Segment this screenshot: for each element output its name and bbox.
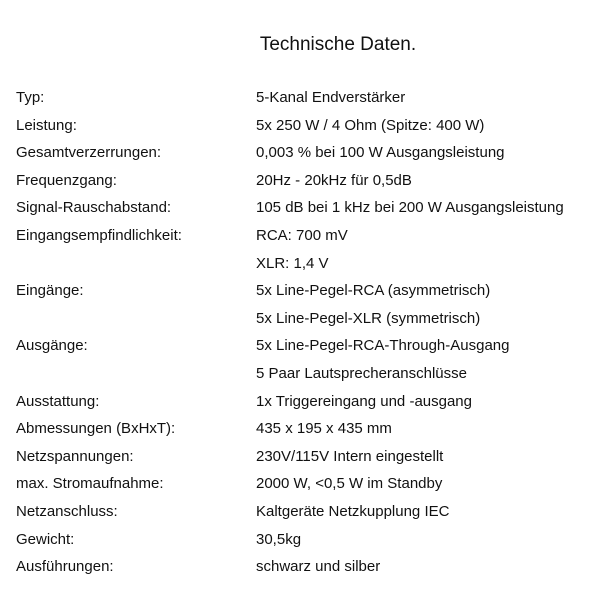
spec-label: Ausgänge:	[16, 337, 88, 355]
spec-row-abmessungen	[16, 415, 601, 443]
spec-row-ausstattung	[16, 388, 601, 416]
spec-value: 5x Line-Pegel-RCA (asymmetrisch)	[256, 282, 491, 300]
spec-value: 5x 250 W / 4 Ohm (Spitze: 400 W)	[256, 116, 485, 134]
spec-row-gesamtverzerrungen	[16, 139, 601, 167]
spec-value: 30,5kg	[256, 530, 302, 548]
spec-row-netzspannungen	[16, 443, 601, 471]
spec-row-eingangsempfindlichkeit	[16, 222, 601, 250]
spec-label: Ausführungen:	[16, 558, 114, 576]
spec-value: 20Hz - 20kHz für 0,5dB	[256, 171, 412, 189]
spec-row-eingaenge	[16, 277, 601, 305]
spec-value: Kaltgeräte Netzkupplung IEC	[256, 502, 450, 520]
spec-row-stromaufnahme	[16, 470, 601, 498]
spec-value: XLR: 1,4 V	[256, 254, 329, 272]
page-title: Technische Daten.	[259, 34, 417, 55]
spec-label: Signal-Rauschabstand:	[16, 199, 172, 217]
spec-table	[16, 84, 601, 581]
spec-row-frequenzgang	[16, 167, 601, 195]
spec-value: RCA: 700 mV	[256, 226, 348, 244]
spec-value: 230V/115V Intern eingestellt	[256, 447, 444, 465]
spec-value: schwarz und silber	[256, 558, 381, 576]
spec-label: Ausstattung:	[16, 392, 100, 410]
spec-label: Gesamtverzerrungen:	[16, 144, 162, 162]
spec-value: 5 Paar Lautsprecheranschlüsse	[256, 364, 467, 382]
spec-row-eingaenge-xlr	[16, 305, 601, 333]
spec-row-typ	[16, 84, 601, 112]
spec-row-leistung	[16, 112, 601, 140]
spec-row-eingangsempfindlichkeit-xlr	[16, 250, 601, 278]
spec-row-ausfuehrungen	[16, 553, 601, 581]
spec-value: 105 dB bei 1 kHz bei 200 W Ausgangsleistung	[256, 199, 564, 217]
spec-label: Frequenzgang:	[16, 171, 117, 189]
spec-label: Gewicht:	[16, 530, 75, 548]
spec-label: Eingänge:	[16, 282, 84, 300]
spec-value: 5-Kanal Endverstärker	[256, 89, 406, 106]
spec-value: 2000 W, <0,5 W im Standby	[256, 475, 443, 493]
spec-row-gewicht	[16, 526, 601, 554]
spec-row-ausgaenge-lautsprecher	[16, 360, 601, 388]
spec-value: 5x Line-Pegel-XLR (symmetrisch)	[256, 309, 481, 327]
spec-label: Abmessungen (BxHxT):	[16, 420, 176, 438]
spec-row-signal-rauschabstand	[16, 194, 601, 222]
spec-row-netzanschluss	[16, 498, 601, 526]
spec-label: Netzanschluss:	[16, 502, 118, 520]
spec-label: Eingangsempfindlichkeit:	[16, 226, 182, 244]
spec-value: 435 x 195 x 435 mm	[256, 420, 392, 438]
spec-label: max. Stromaufnahme:	[16, 475, 164, 493]
spec-label: Netzspannungen:	[16, 447, 134, 465]
spec-value: 0,003 % bei 100 W Ausgangsleistung	[256, 144, 505, 162]
spec-row-ausgaenge	[16, 332, 601, 360]
spec-value: 1x Triggereingang und -ausgang	[256, 392, 472, 410]
spec-label: Typ:	[16, 89, 45, 106]
spec-label: Leistung:	[16, 116, 77, 134]
spec-value: 5x Line-Pegel-RCA-Through-Ausgang	[256, 337, 510, 355]
